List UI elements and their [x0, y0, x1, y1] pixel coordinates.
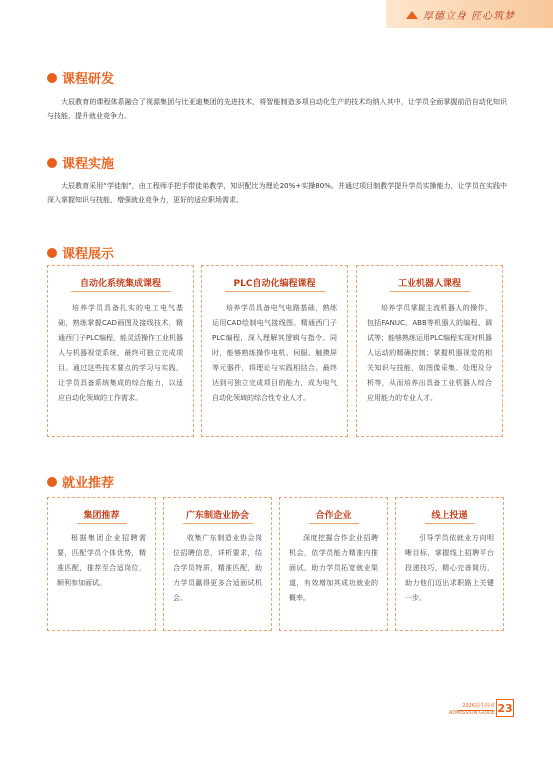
- bullet-dot-icon: [47, 158, 57, 168]
- header-banner: [386, 0, 553, 28]
- course-card-automation: [47, 265, 194, 437]
- employment-card-title: 集团推荐: [83, 511, 120, 521]
- employment-card-title: 线上投递: [431, 511, 468, 521]
- card-title-underline: [309, 523, 359, 524]
- section-title-showcase: [47, 243, 114, 262]
- section-title-text: 课程展示: [62, 247, 115, 262]
- employment-card-partner: [279, 497, 388, 631]
- employment-card-text: 引导学员依就业方向明晰目标，掌握线上招聘平台投递技巧，精心完善简历，助力他们迈出求职路上关键一步。: [405, 534, 494, 602]
- bullet-dot-icon: [47, 477, 57, 487]
- card-title-underline: [425, 523, 475, 524]
- page-number: 23: [496, 699, 514, 717]
- employment-card-association: [163, 497, 272, 631]
- header-slogan: 厚德立身 匠心筑梦: [423, 10, 516, 22]
- research-paragraph: 大辰教育的课程体系融合了视源集团与比亚迪集团的先进技术，将智能制造多项自动化生产的技术均纳入其中，让学员全面掌握前沿自动化知识与技能，提升就业竞争力。: [47, 98, 507, 120]
- course-card-text: 培养学员具备扎实的电工电气基础，熟练掌握CAD画图及接线技术，精通西门子PLC编程，能灵活操作工业机器人与机器视觉系统，最终可独立完成项目。通过这些技术要点的学习与实践，让学员具备系统集成的综合能力，以适应自动化领域的工作需求。: [58, 304, 184, 402]
- course-card-title: 自动化系统集成课程: [79, 279, 161, 289]
- implementation-paragraph: 大辰教育采用“学徒制”，由工程师手把手带徒弟教学，知识配比为理论20%+实操80%。并通过项目制教学提升学员实操能力，让学员在实践中深入掌握知识与技能，增强就业竞争力，更好的适应职场需求。: [47, 182, 507, 204]
- employment-card-title: 广东制造业协会: [185, 511, 249, 521]
- section-title-research: [47, 68, 114, 87]
- bullet-dot-icon: [47, 248, 57, 258]
- card-title-underline: [77, 523, 127, 524]
- card-title-underline: [225, 291, 325, 292]
- section-title-text: 课程实施: [62, 157, 115, 172]
- employment-card-title: 合作企业: [315, 511, 352, 521]
- course-card-text: 培养学员具备电气电路基础，熟练运用CAD绘制电气接线图。精通西门子PLC编程，深入理解其逻辑与指令。同时，能够熟练操作电机、伺服、触摸屏等元器件，将理论与实践相结合。最终达到可独立完成项目的能力，成为电气自动化领域的综合性专业人才。: [212, 304, 337, 402]
- section-title-implementation: [47, 153, 114, 172]
- course-card-plc: [201, 265, 348, 437]
- card-title-underline: [390, 291, 470, 292]
- course-card-robot: [356, 265, 503, 437]
- employment-card-group: [47, 497, 156, 631]
- course-card-title: PLC自动化编程课程: [233, 279, 316, 289]
- card-title-underline: [71, 291, 171, 292]
- employment-card-text: 收集广东制造业协会岗位招聘信息，详析要求，结合学员特质，精准匹配，助力学员赢得更多合适面试机会。: [173, 534, 262, 602]
- footer-year-label: 2026招生简章: [462, 703, 495, 709]
- section-title-text: 课程研发: [62, 72, 115, 87]
- footer-guide-label: ADMISSION GUIDE: [448, 710, 495, 716]
- section-title-text: 就业推荐: [62, 476, 115, 491]
- card-title-underline: [183, 523, 253, 524]
- employment-card-online: [395, 497, 504, 631]
- mountain-logo-icon: [406, 8, 418, 20]
- employment-card-text: 根据集团企业招聘需要，匹配学员个体优势，精准匹配，推荐至合适岗位，顺利参加面试。: [57, 534, 146, 587]
- course-card-title: 工业机器人课程: [397, 279, 461, 289]
- course-card-text: 培养学员掌握主流机器人的操作，包括FANUC、ABB等机器人的编程、调试等；能够熟练运用PLC编程实现对机器人运动的精确控制；掌握机器视觉的相关知识与技能，如图像采集、处理及分析等，从而培养出具备工业机器人综合应用能力的专业人才。: [367, 304, 493, 402]
- bullet-dot-icon: [47, 73, 57, 83]
- section-title-employment: [47, 472, 114, 491]
- employment-card-text: 深度挖掘合作企业招聘机会，依学员能力精准内推面试，助力学员拓宽就业渠道，有效增加其成功就业的概率。: [289, 534, 378, 602]
